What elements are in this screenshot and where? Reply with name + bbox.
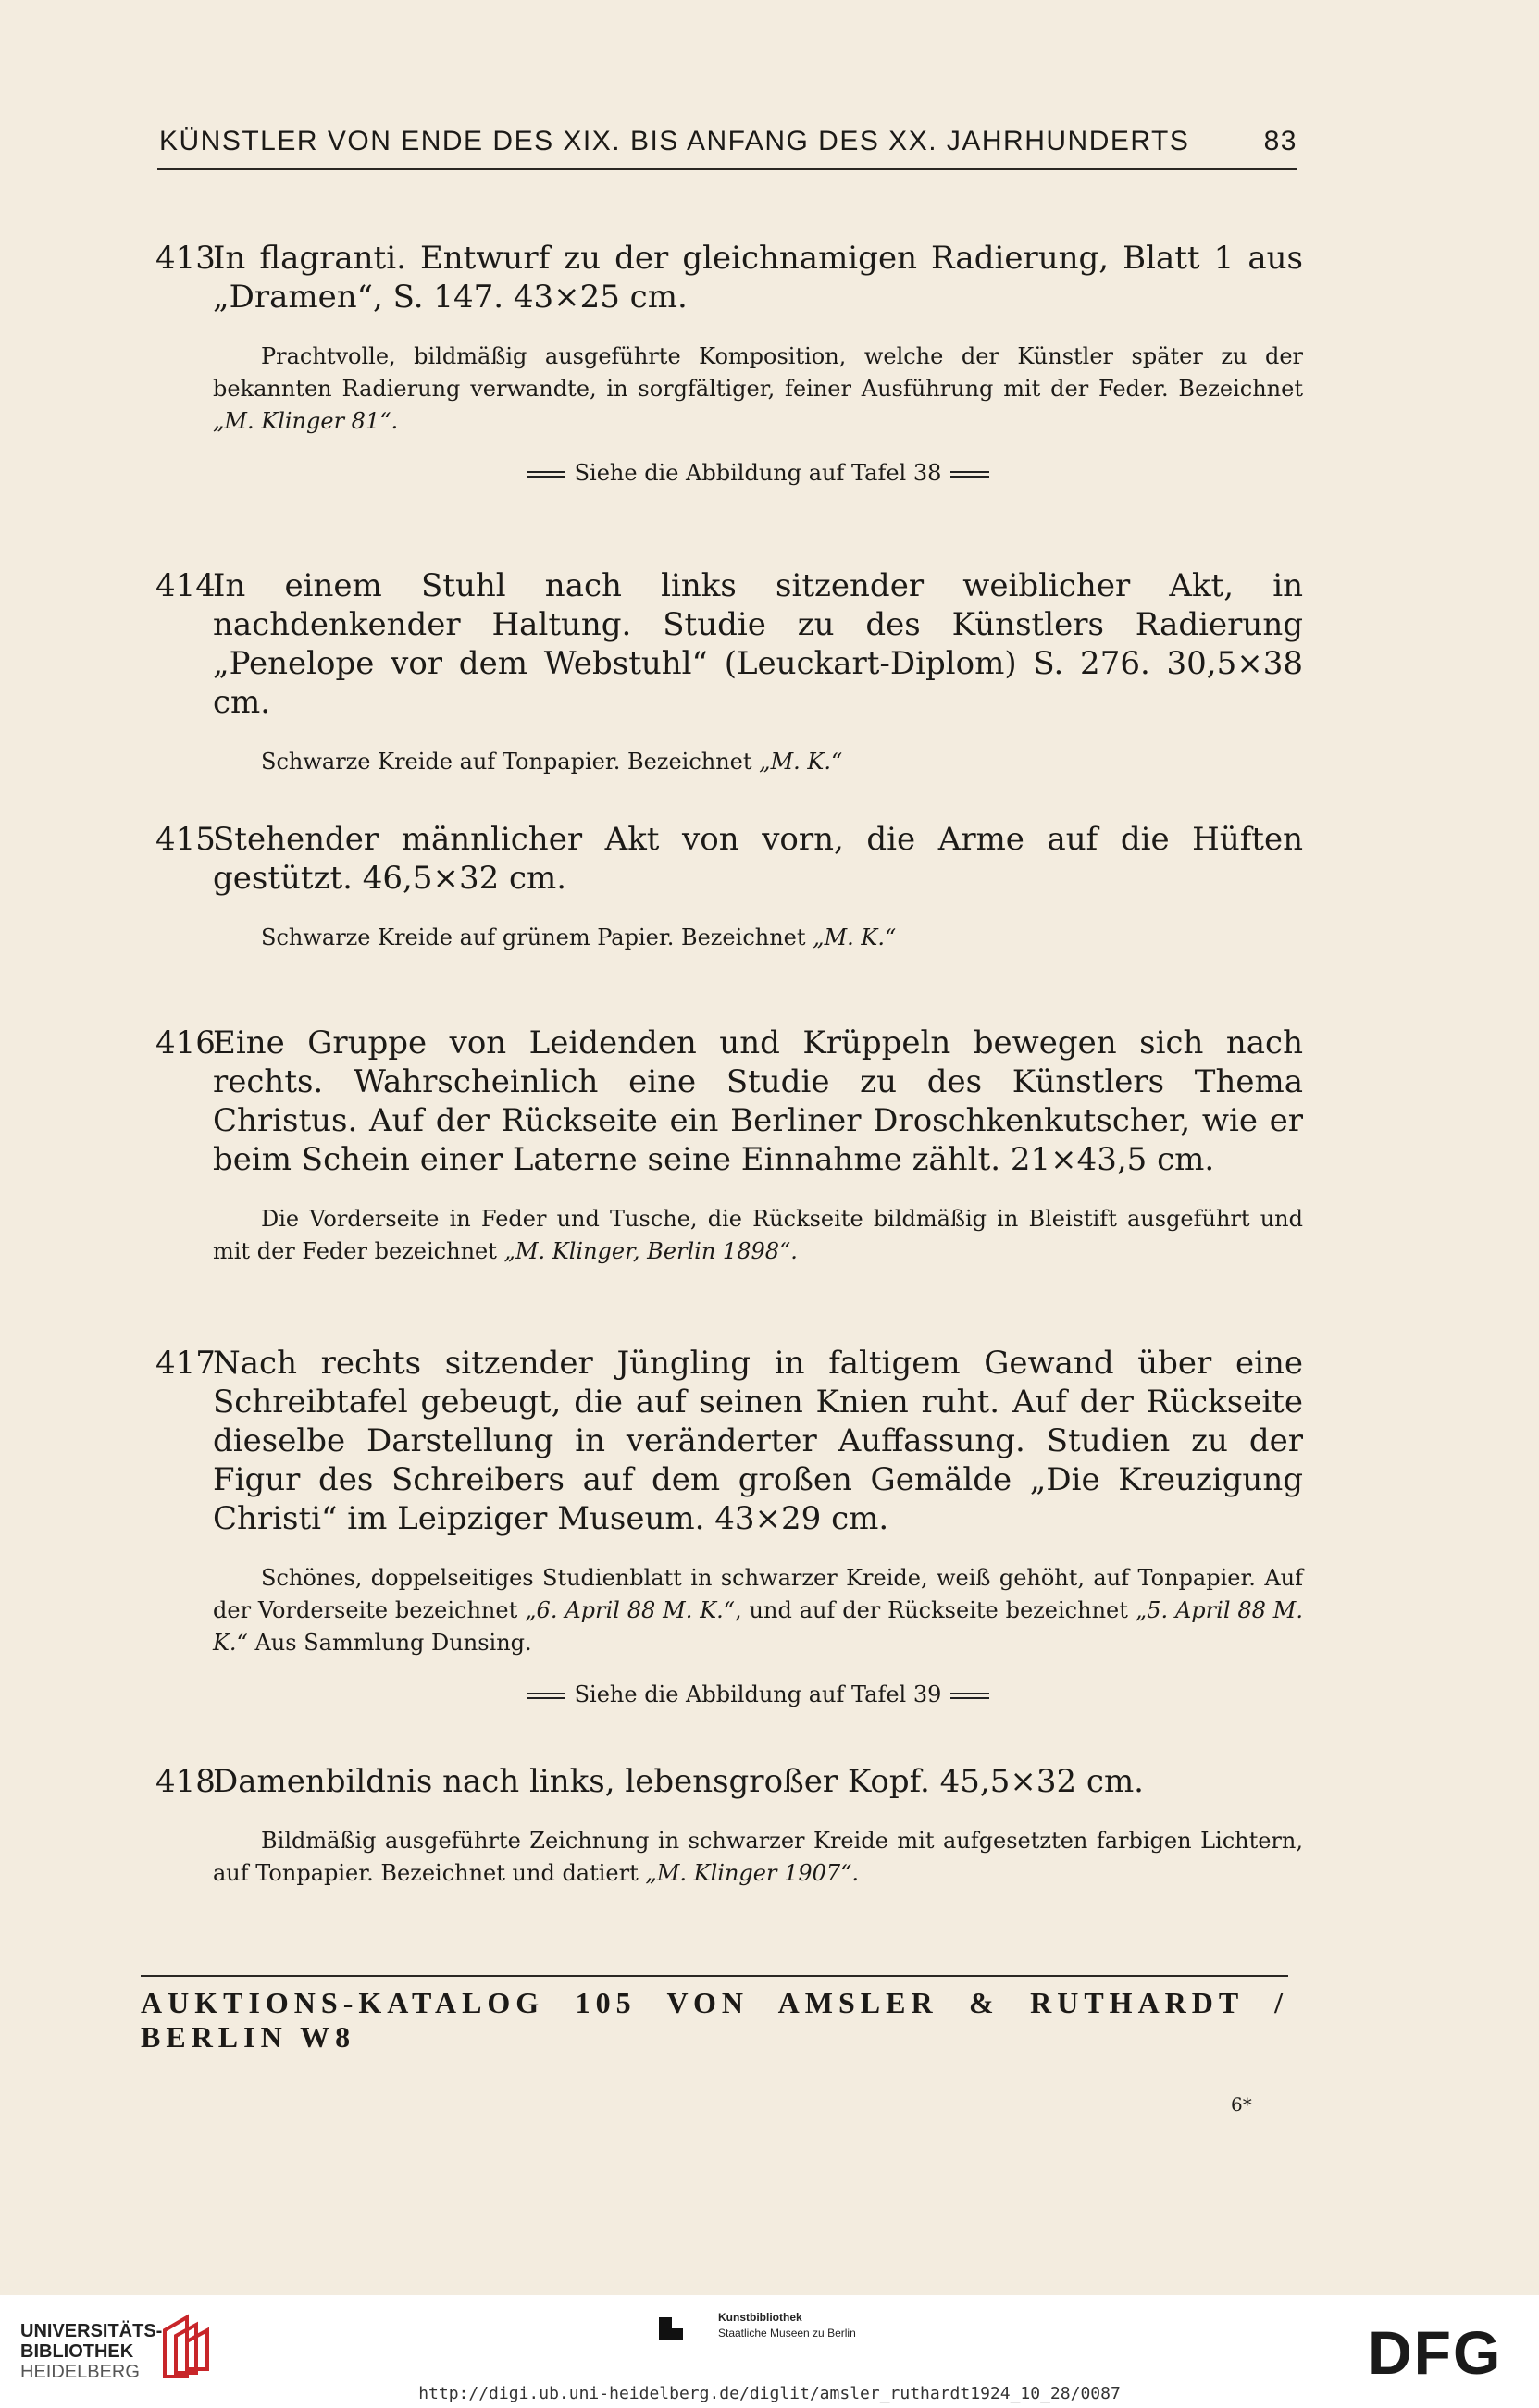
kunstbibliothek-logo-icon[interactable]	[655, 2312, 687, 2343]
entry-note: Prachtvolle, bildmäßig ausgeführte Komposition, welche der Künstler später zu der bekannten Radierung verwandte, in sorgfältiger, feiner Ausführung mit der Feder. Bezeichnet „M. Klinger 81“.	[213, 343, 1303, 434]
catalog-entry-415	[155, 820, 1303, 954]
page-number: 83	[1263, 126, 1297, 156]
header-rule	[157, 168, 1297, 170]
entry-title: In einem Stuhl nach links sitzender weiblicher Akt, in nachdenkender Haltung. Studie zu des Künstlers Radierung „Penelope vor dem Webstuhl“ (Leuckart-Diplom) S. 276. 30,5×38 cm.	[213, 567, 1303, 721]
entry-note: Schönes, doppelseitiges Studienblatt in schwarzer Kreide, weiß gehöht, auf Tonpapier. Auf der Vorderseite bezeichnet „6. April 88 M. K.“, und auf der Rückseite bezeichnet „5. April 88 M. K.“ Aus Sammlung Dunsing.	[213, 1565, 1303, 1656]
entry-note: Schwarze Kreide auf Tonpapier. Bezeichnet „M. K.“	[261, 749, 843, 775]
heidelberg-library-logo-icon[interactable]	[159, 2312, 215, 2382]
entry-title: Damenbildnis nach links, lebensgroßer Kopf. 45,5×32 cm.	[213, 1763, 1144, 1800]
plate-reference: Siehe die Abbildung auf Tafel 38	[213, 460, 1303, 486]
entry-note: Bildmäßig ausgeführte Zeichnung in schwarzer Kreide mit aufgesetzten farbigen Lichtern, auf Tonpapier. Bezeichnet und datiert „M. Klinger 1907“.	[213, 1828, 1303, 1886]
entry-number: 418	[155, 1763, 216, 1800]
entry-number: 414	[155, 567, 216, 604]
plate-reference: Siehe die Abbildung auf Tafel 39	[213, 1682, 1303, 1707]
catalog-entry-418	[155, 1762, 1303, 1890]
entry-note: Die Vorderseite in Feder und Tusche, die Rückseite bildmäßig in Bleistift ausgeführt und mit der Feder bezeichnet „M. Klinger, Berlin 1898“.	[213, 1206, 1303, 1264]
entry-title: Eine Gruppe von Leidenden und Krüppeln bewegen sich nach rechts. Wahrscheinlich eine Studie zu des Künstlers Thema Christus. Auf der Rückseite ein Berliner Droschkenkutscher, wie er beim Schein einer Laterne seine Einnahme zählt. 21×43,5 cm.	[213, 1024, 1303, 1178]
entry-title: Nach rechts sitzender Jüngling in faltigem Gewand über eine Schreibtafel gebeugt, die auf seinen Knien ruht. Auf der Rückseite dieselbe Darstellung in veränderter Auffassung. Studien zu der Figur des Schreibers auf dem großen Gemälde „Die Kreuzigung Christi“ im Leipziger Museum. 43×29 cm.	[213, 1345, 1303, 1537]
permalink-url[interactable]: http://digi.ub.uni-heidelberg.de/diglit/amsler_ruthardt1924_10_28/0087	[418, 2384, 1121, 2403]
entry-number: 417	[155, 1345, 216, 1382]
entry-title: In flagranti. Entwurf zu der gleichnamigen Radierung, Blatt 1 aus „Dramen“, S. 147. 43×25 cm.	[213, 240, 1303, 316]
running-head	[159, 126, 1297, 157]
entry-number: 415	[155, 821, 216, 858]
heidelberg-library-name: UNIVERSITÄTS- BIBLIOTHEK HEIDELBERG	[20, 2321, 163, 2382]
catalog-footer: AUKTIONS-KATALOG 105 VON AMSLER & RUTHARDT / BERLIN W8	[141, 1986, 1288, 2054]
catalog-entry-413	[155, 239, 1303, 486]
entry-number: 416	[155, 1024, 216, 1061]
kunstbibliothek-label: Kunstbibliothek Staatliche Museen zu Berlin	[718, 2311, 856, 2340]
running-head-title: KÜNSTLER VON ENDE DES XIX. BIS ANFANG DES XX. JAHRHUNDERTS	[159, 126, 1190, 156]
catalog-entry-414	[155, 566, 1303, 778]
footer-rule	[141, 1975, 1288, 1977]
dfg-logo[interactable]: DFG	[1368, 2318, 1503, 2387]
sheet-signature: 6*	[1231, 2093, 1252, 2116]
entry-number: 413	[155, 240, 216, 277]
entry-note: Schwarze Kreide auf grünem Papier. Bezeichnet „M. K.“	[261, 925, 897, 950]
entry-title: Stehender männlicher Akt von vorn, die Arme auf die Hüften gestützt. 46,5×32 cm.	[213, 821, 1303, 897]
catalog-entry-417	[155, 1344, 1303, 1707]
catalog-entry-416	[155, 1024, 1303, 1268]
